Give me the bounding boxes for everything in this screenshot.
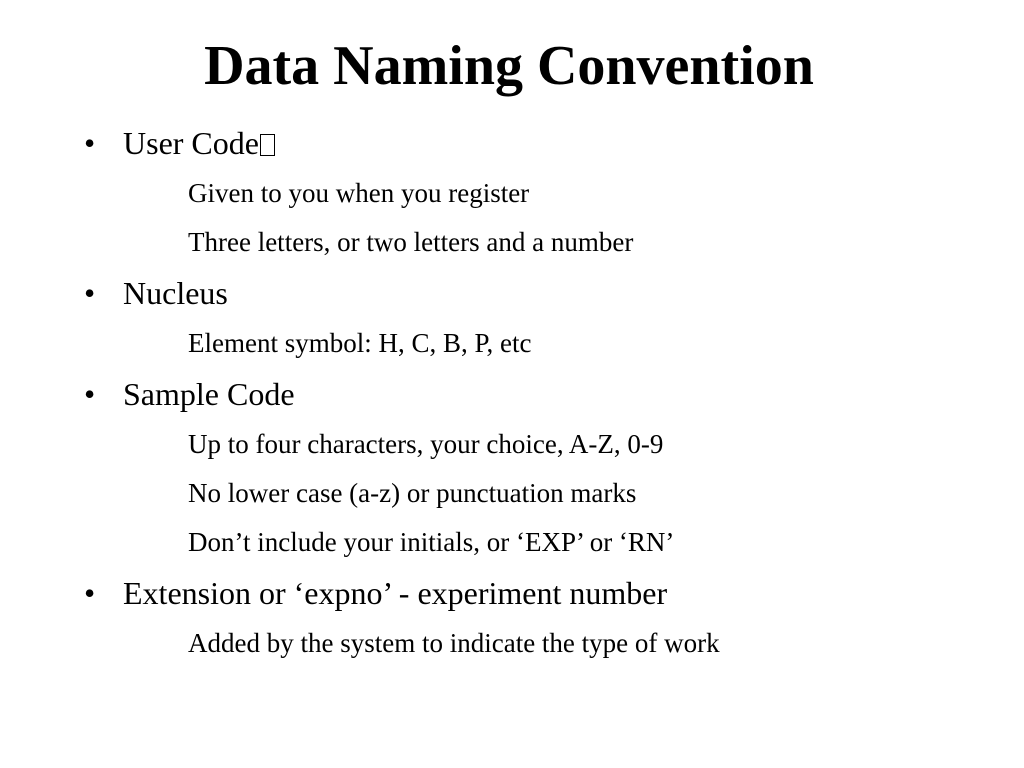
bullet-text: Sample Code [123, 376, 295, 412]
sub-item-text: No lower case (a-z) or punctuation marks [188, 478, 637, 508]
missing-glyph-icon [260, 134, 275, 156]
bullet-dot-icon: • [84, 575, 96, 611]
bullet-line [0, 267, 1024, 319]
bullet-dot-icon: • [84, 376, 96, 412]
sub-list [0, 619, 1024, 668]
bullet-dot-icon: • [84, 125, 96, 161]
sub-item-text: Given to you when you register [188, 178, 530, 208]
sub-item [0, 169, 1024, 218]
slide-title: Data Naming Convention [204, 35, 814, 97]
sub-list [0, 319, 1024, 368]
sub-item [0, 619, 1024, 668]
sub-item-text: Three letters, or two letters and a number [188, 227, 634, 257]
sub-item-text: Element symbol: H, C, B, P, etc [188, 328, 532, 358]
sub-item [0, 518, 1024, 567]
bullet-item-extension [0, 567, 1024, 668]
bullet-line [0, 567, 1024, 619]
bullet-item-user-code [0, 117, 1024, 267]
bullet-text: Extension or ‘expno’ - experiment number [123, 575, 668, 611]
sub-item [0, 319, 1024, 368]
sub-item-text: Don’t include your initials, or ‘EXP’ or ‘RN’ [188, 527, 675, 557]
sub-list [0, 169, 1024, 267]
sub-list [0, 420, 1024, 567]
bullet-item-nucleus [0, 267, 1024, 368]
bullet-list [0, 117, 1024, 668]
bullet-line [0, 368, 1024, 420]
bullet-text-wrap [123, 117, 275, 169]
sub-item-text: Added by the system to indicate the type of work [188, 628, 720, 658]
bullet-item-sample-code [0, 368, 1024, 567]
sub-item [0, 218, 1024, 267]
bullet-text: Nucleus [123, 275, 228, 311]
bullet-text: User Code [123, 125, 259, 161]
bullet-dot-icon: • [84, 275, 96, 311]
sub-item [0, 420, 1024, 469]
bullet-line [0, 117, 1024, 169]
sub-item-text: Up to four characters, your choice, A-Z, 0-9 [188, 429, 664, 459]
sub-item [0, 469, 1024, 518]
